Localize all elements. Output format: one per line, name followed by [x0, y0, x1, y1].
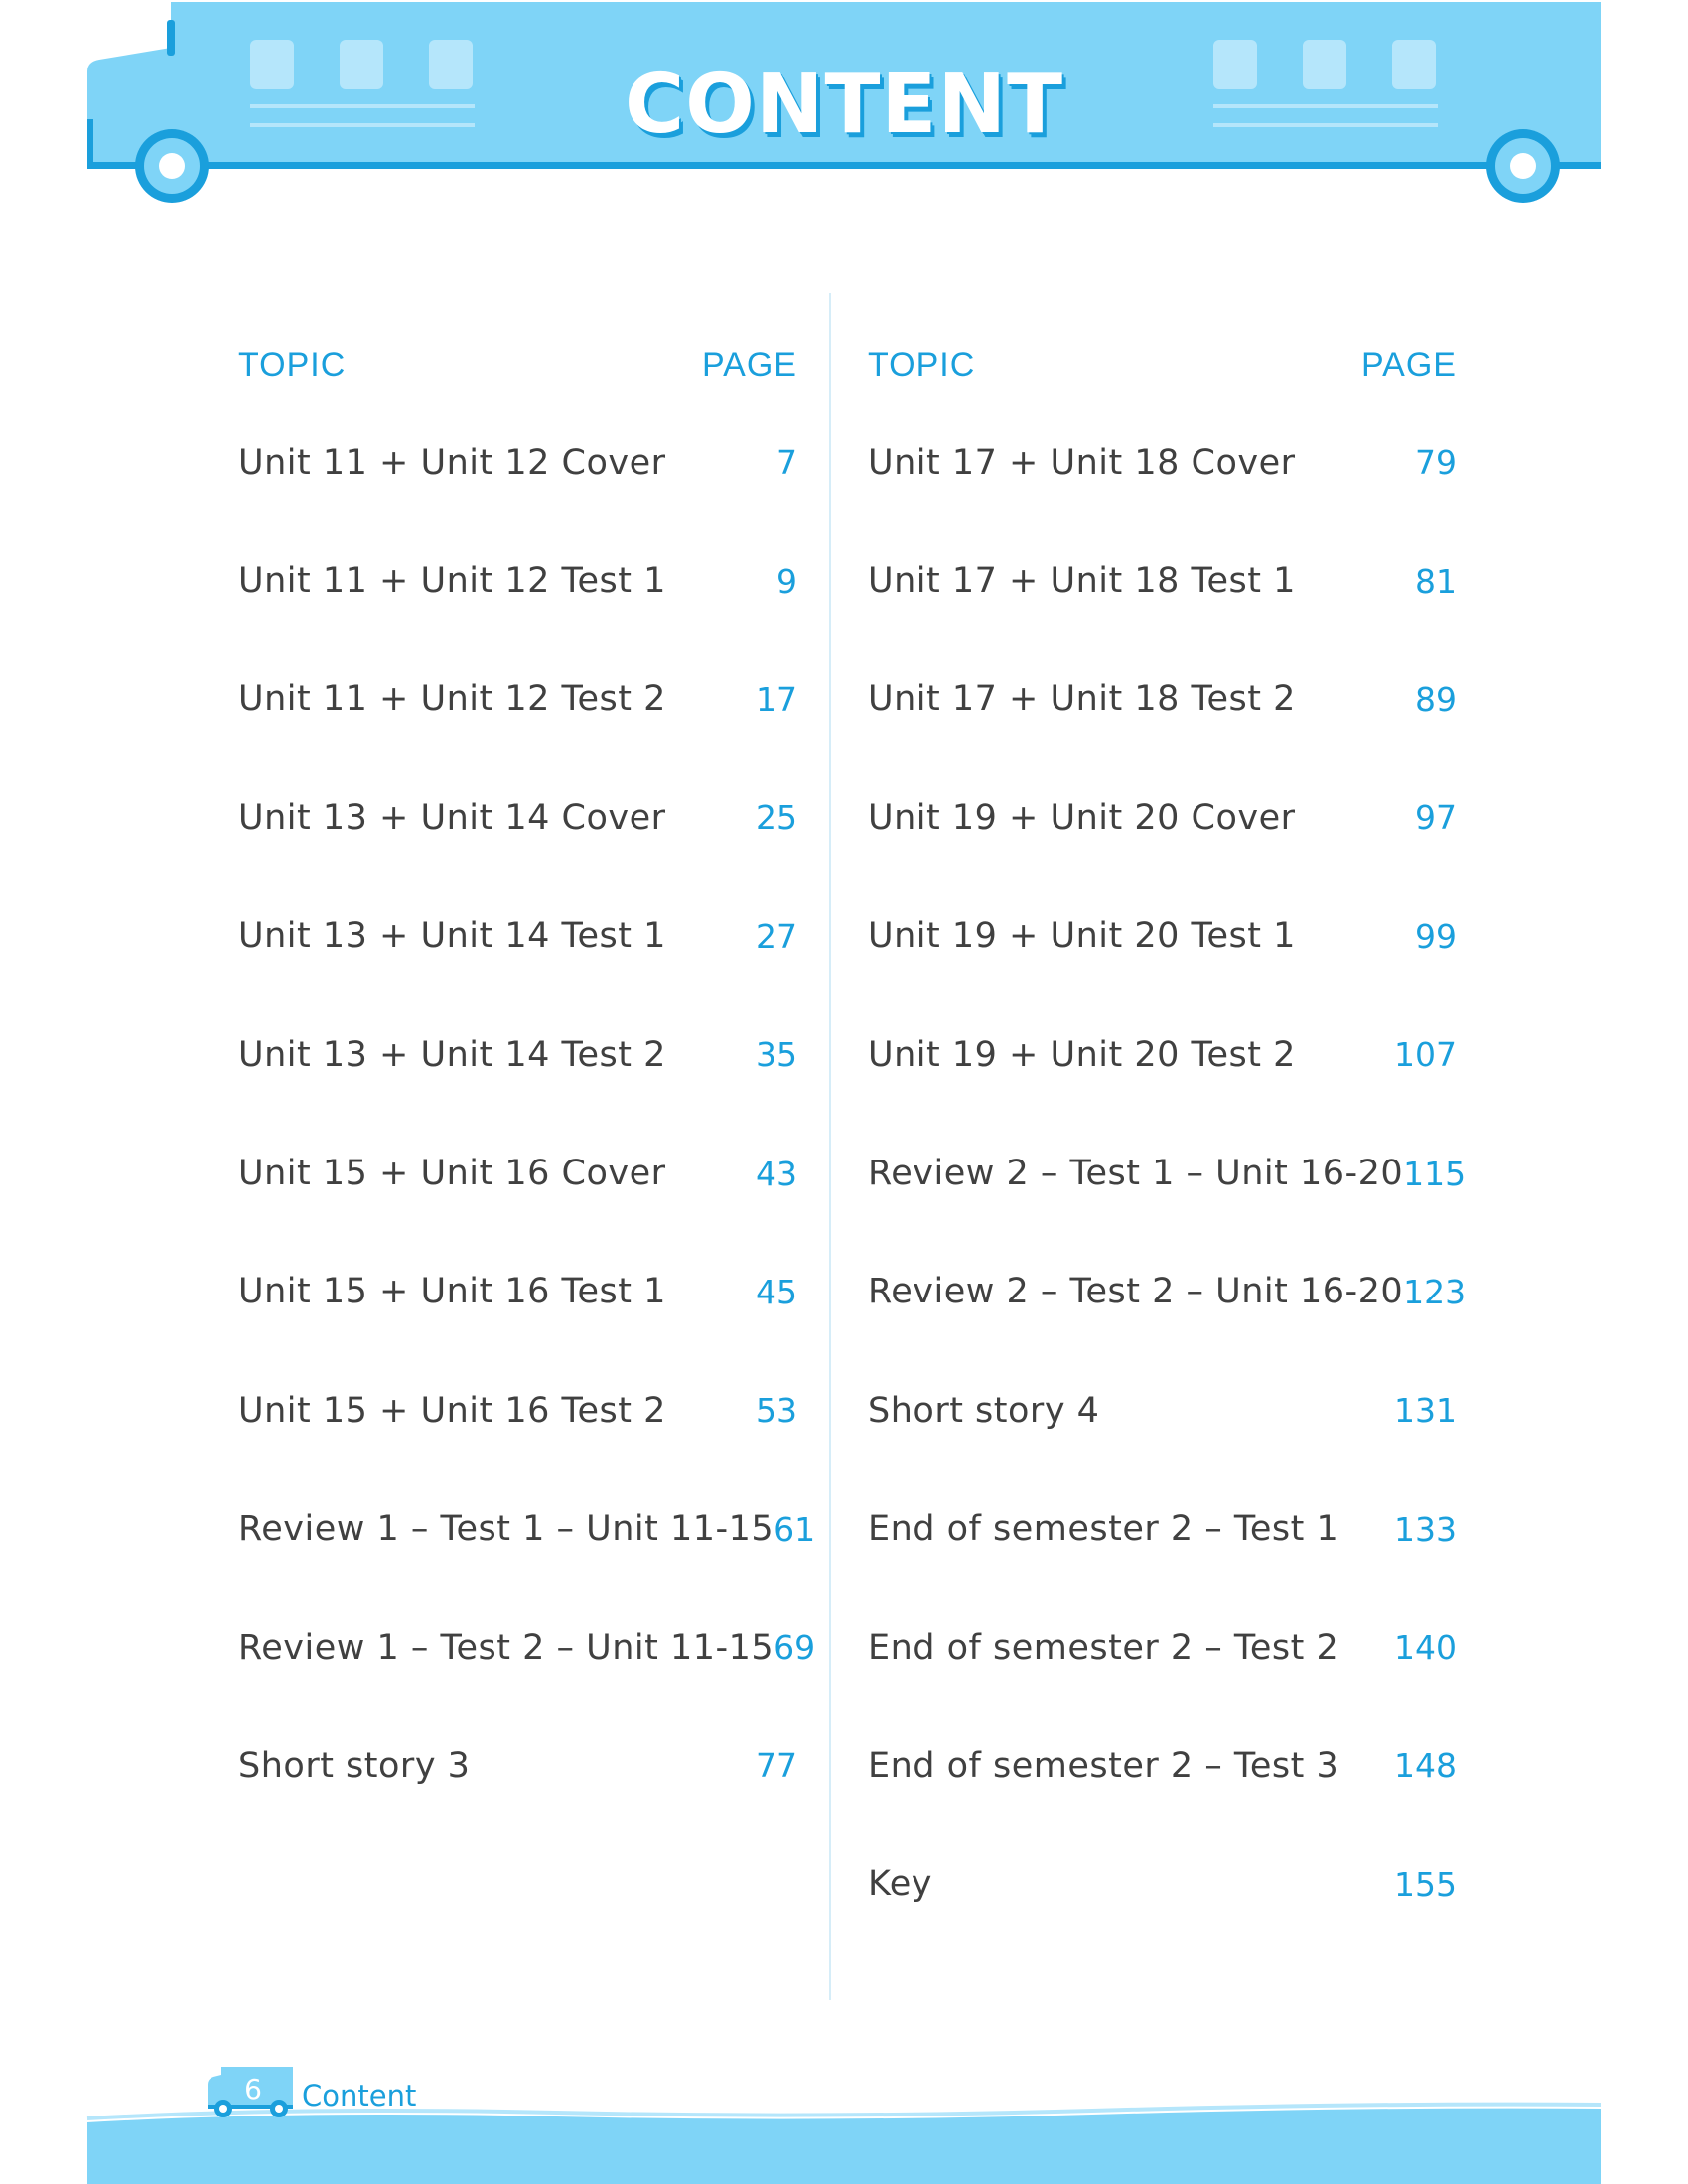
toc-topic: End of semester 2 – Test 3 — [868, 1745, 1339, 1786]
toc-page: 97 — [1415, 798, 1457, 838]
toc-topic: Unit 13 + Unit 14 Test 2 — [238, 1034, 666, 1075]
toc-page: 9 — [776, 561, 797, 601]
toc-page: 99 — [1415, 916, 1457, 956]
toc-page: 7 — [776, 443, 797, 482]
toc-row — [868, 640, 1457, 758]
toc-row — [868, 1114, 1467, 1232]
toc-page: 61 — [774, 1509, 816, 1549]
toc-row — [868, 996, 1457, 1114]
page-title: CONTENT — [624, 58, 1064, 152]
topic-header: TOPIC — [238, 345, 347, 384]
toc-row — [238, 878, 797, 996]
toc-topic: Review 2 – Test 1 – Unit 16-20 — [868, 1154, 1404, 1194]
toc-row — [238, 1588, 816, 1706]
toc-row — [238, 1351, 797, 1469]
page-header: PAGE — [1361, 345, 1457, 384]
toc-row — [868, 758, 1457, 877]
toc-topic: End of semester 2 – Test 1 — [868, 1509, 1339, 1550]
toc-topic: Unit 19 + Unit 20 Test 1 — [868, 916, 1296, 957]
toc-column-left — [238, 328, 816, 1826]
toc-page: 35 — [756, 1035, 797, 1075]
toc-row — [868, 1470, 1457, 1588]
toc-column-right — [868, 328, 1467, 1944]
toc-page: 45 — [756, 1272, 797, 1311]
toc-row — [868, 1706, 1457, 1825]
toc-row — [238, 758, 797, 877]
page-number: 6 — [244, 2073, 262, 2106]
toc-row — [238, 403, 797, 521]
toc-topic: Unit 17 + Unit 18 Cover — [868, 442, 1296, 482]
toc-page: 27 — [756, 916, 797, 956]
toc-topic: Unit 11 + Unit 12 Test 2 — [238, 679, 666, 720]
toc-row — [868, 521, 1457, 639]
toc-page: 133 — [1394, 1509, 1457, 1549]
toc-row — [868, 1588, 1457, 1706]
toc-topic: Unit 11 + Unit 12 Cover — [238, 442, 666, 482]
toc-page: 17 — [756, 679, 797, 719]
toc-row — [868, 878, 1457, 996]
page-footer — [0, 2045, 1688, 2184]
toc-page: 53 — [756, 1391, 797, 1431]
toc-page: 69 — [774, 1628, 816, 1668]
toc-header — [238, 328, 797, 403]
toc-page: 43 — [756, 1154, 797, 1193]
toc-row — [238, 640, 797, 758]
toc-page: 79 — [1415, 443, 1457, 482]
toc-topic: Unit 11 + Unit 12 Test 1 — [238, 561, 666, 602]
header-banner — [0, 0, 1688, 218]
toc-page: 25 — [756, 798, 797, 838]
toc-row — [238, 1114, 797, 1232]
toc-topic: Unit 15 + Unit 16 Test 2 — [238, 1390, 666, 1431]
toc-page: 148 — [1394, 1746, 1457, 1786]
toc-row — [868, 1233, 1467, 1351]
toc-topic: Short story 4 — [868, 1390, 1100, 1431]
toc-topic: Short story 3 — [238, 1745, 471, 1786]
toc-topic: Unit 17 + Unit 18 Test 2 — [868, 679, 1296, 720]
toc-topic: End of semester 2 – Test 2 — [868, 1627, 1339, 1668]
column-divider — [829, 293, 831, 2000]
toc-topic: Unit 15 + Unit 16 Test 1 — [238, 1272, 666, 1312]
toc-row — [238, 1706, 797, 1825]
toc-topic: Unit 19 + Unit 20 Cover — [868, 797, 1296, 838]
toc-row — [868, 1826, 1457, 1944]
toc-row — [238, 1470, 816, 1588]
toc-row — [238, 521, 797, 639]
toc-page: 77 — [756, 1746, 797, 1786]
toc-page: 89 — [1415, 679, 1457, 719]
page-header: PAGE — [702, 345, 797, 384]
toc-topic: Unit 17 + Unit 18 Test 1 — [868, 561, 1296, 602]
toc-page: 81 — [1415, 561, 1457, 601]
footer-label: Content — [302, 2079, 417, 2113]
toc-page: 107 — [1394, 1035, 1457, 1075]
toc-topic: Key — [868, 1864, 932, 1905]
toc-topic: Review 1 – Test 2 – Unit 11-15 — [238, 1627, 774, 1668]
toc-topic: Review 1 – Test 1 – Unit 11-15 — [238, 1509, 774, 1550]
toc-topic: Unit 13 + Unit 14 Cover — [238, 797, 666, 838]
toc-row — [868, 1351, 1457, 1469]
toc-header — [868, 328, 1457, 403]
toc-page: 155 — [1394, 1864, 1457, 1904]
toc-page: 131 — [1394, 1391, 1457, 1431]
toc-topic: Unit 13 + Unit 14 Test 1 — [238, 916, 666, 957]
toc-topic: Review 2 – Test 2 – Unit 16-20 — [868, 1272, 1404, 1312]
toc-topic: Unit 15 + Unit 16 Cover — [238, 1154, 666, 1194]
toc-row — [868, 403, 1457, 521]
toc-row — [238, 1233, 797, 1351]
toc-row — [238, 996, 797, 1114]
toc-topic: Unit 19 + Unit 20 Test 2 — [868, 1034, 1296, 1075]
toc-page: 140 — [1394, 1628, 1457, 1668]
topic-header: TOPIC — [868, 345, 976, 384]
toc-page: 115 — [1403, 1154, 1467, 1193]
toc-page: 123 — [1403, 1272, 1467, 1311]
